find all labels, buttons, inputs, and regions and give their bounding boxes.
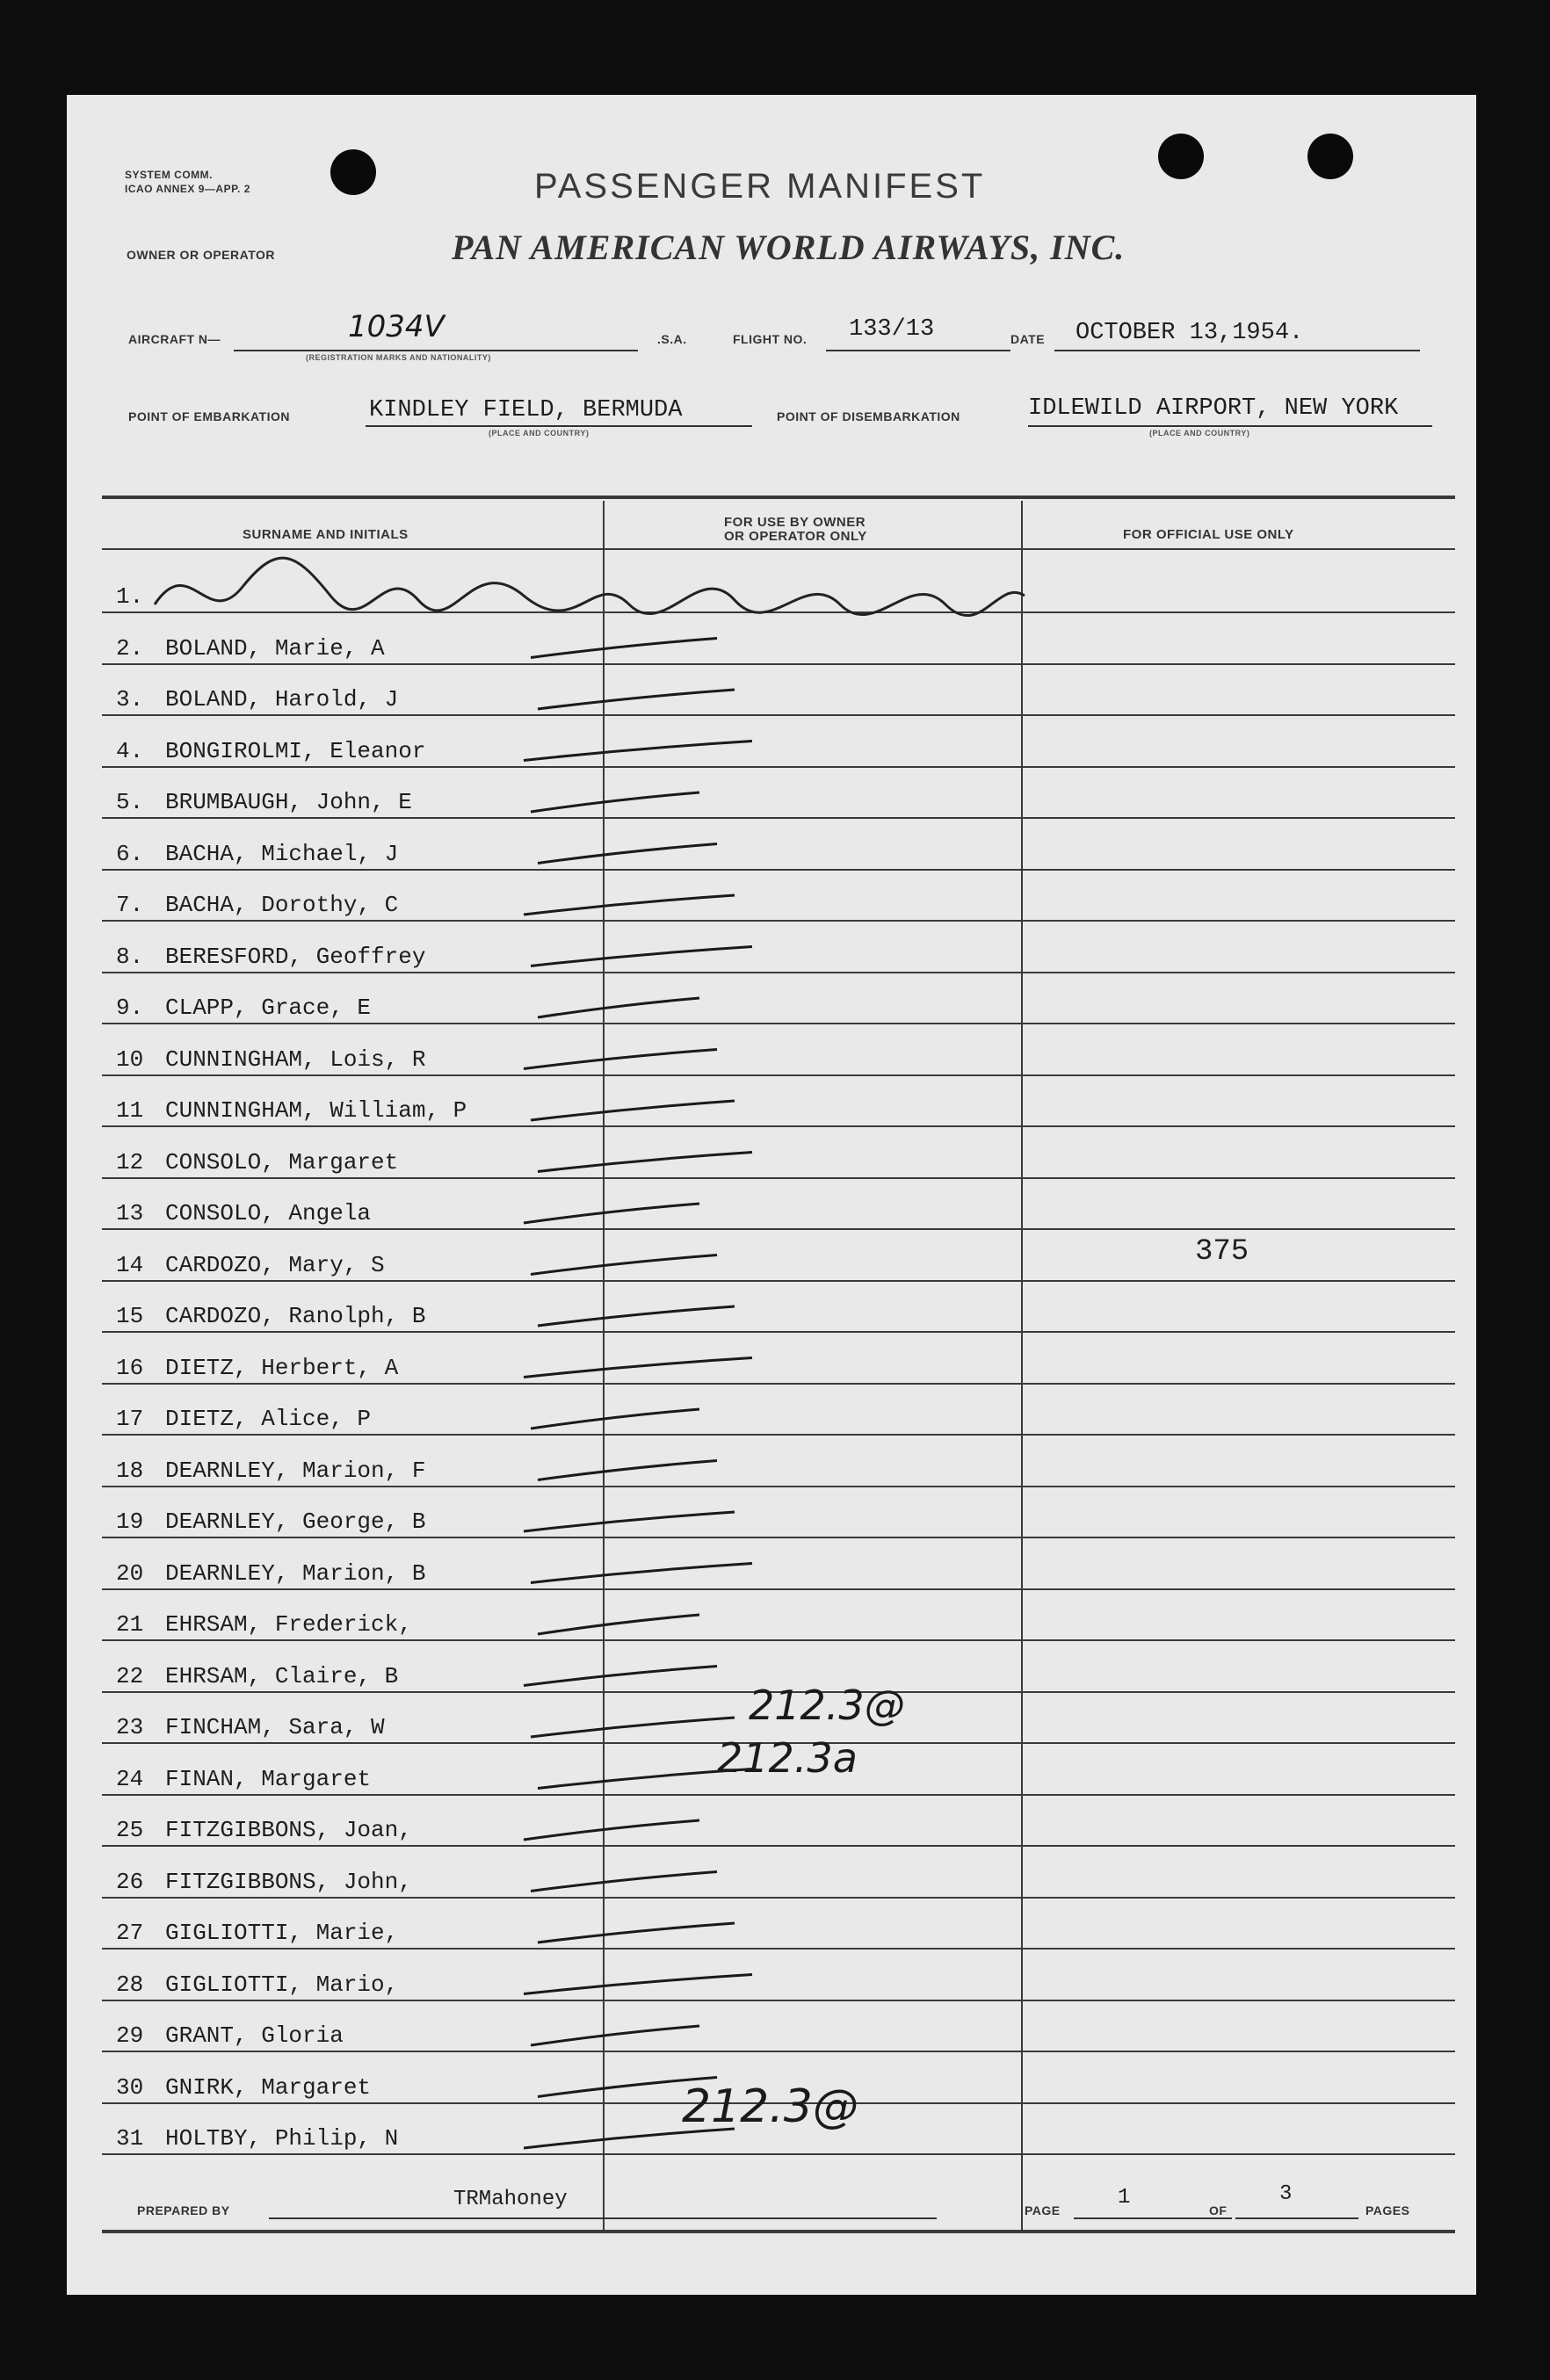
page-value: 1 <box>1118 2186 1131 2210</box>
check-stroke <box>524 1050 717 1069</box>
passenger-number: 10 <box>116 1045 144 1073</box>
ink-marks <box>67 95 1476 2295</box>
disembarkation-sub: (PLACE AND COUNTRY) <box>1149 429 1250 438</box>
check-stroke <box>538 1769 752 1789</box>
check-stroke <box>531 1255 717 1275</box>
check-stroke <box>531 1718 735 1737</box>
passenger-number: 1. <box>116 583 144 610</box>
passenger-name: HOLTBY, Philip, N <box>165 2125 399 2152</box>
passenger-name: DEARNLEY, Marion, F <box>165 1457 426 1484</box>
passenger-number: 25 <box>116 1817 144 1843</box>
passenger-number: 8. <box>116 943 144 970</box>
passenger-name: DEARNLEY, Marion, B <box>165 1559 426 1587</box>
passenger-number: 16 <box>116 1354 144 1381</box>
passenger-number: 14 <box>116 1251 144 1278</box>
passenger-number: 31 <box>116 2125 144 2152</box>
page-title: PASSENGER MANIFEST <box>534 167 986 206</box>
check-stroke <box>531 639 717 658</box>
disembarkation-value: IDLEWILD AIRPORT, NEW YORK <box>1028 395 1399 422</box>
passenger-name: BACHA, Michael, J <box>165 840 399 867</box>
check-stroke <box>524 2129 735 2148</box>
check-stroke <box>538 1461 717 1480</box>
form-reference-2: ICAO ANNEX 9—APP. 2 <box>125 183 250 195</box>
check-stroke <box>531 947 752 966</box>
check-stroke <box>524 1204 699 1223</box>
flight-no-label: FLIGHT NO. <box>733 332 808 346</box>
passenger-name: BACHA, Dorothy, C <box>165 892 399 918</box>
check-stroke <box>524 895 735 915</box>
check-stroke <box>531 1409 699 1429</box>
owner-label: OWNER OR OPERATOR <box>127 248 275 262</box>
handwritten-code-23: 212.3@ <box>749 1682 905 1729</box>
check-stroke <box>538 1153 752 1172</box>
check-stroke <box>531 1872 717 1892</box>
flight-no-value: 133/13 <box>849 316 935 343</box>
surname-column-header: SURNAME AND INITIALS <box>243 527 409 542</box>
passenger-name: CARDOZO, Ranolph, B <box>165 1303 426 1329</box>
date-value: OCTOBER 13,1954. <box>1076 320 1304 346</box>
check-stroke <box>531 792 699 812</box>
of-label: OF <box>1209 2203 1228 2217</box>
passenger-name: DIETZ, Herbert, A <box>165 1354 399 1381</box>
official-column-header: FOR OFFICIAL USE ONLY <box>1123 527 1294 542</box>
passenger-number: 11 <box>116 1097 144 1124</box>
page-label: PAGE <box>1025 2203 1061 2217</box>
check-stroke <box>531 2026 699 2045</box>
aircraft-value: 1034V <box>348 309 445 344</box>
owner-column-header-1: FOR USE BY OWNER <box>724 515 866 530</box>
passenger-name: BONGIROLMI, Eleanor <box>165 737 426 764</box>
aircraft-sub: (REGISTRATION MARKS AND NATIONALITY) <box>306 353 491 362</box>
passenger-name: BOLAND, Marie, A <box>165 634 385 662</box>
passenger-name: DEARNLEY, George, B <box>165 1508 426 1535</box>
pages-label: PAGES <box>1365 2203 1410 2217</box>
passenger-number: 23 <box>116 1714 144 1740</box>
check-stroke <box>524 1358 752 1378</box>
passenger-number: 30 <box>116 2073 144 2101</box>
form-reference-1: SYSTEM COMM. <box>125 169 214 181</box>
passenger-number: 2. <box>116 634 144 662</box>
passenger-number: 13 <box>116 1200 144 1226</box>
embarkation-value: KINDLEY FIELD, BERMUDA <box>369 397 683 423</box>
passenger-number: 9. <box>116 995 144 1021</box>
passenger-name: CUNNINGHAM, William, P <box>165 1097 467 1124</box>
passenger-number: 4. <box>116 737 144 764</box>
date-label: DATE <box>1010 332 1046 346</box>
passenger-number: 19 <box>116 1508 144 1535</box>
check-stroke <box>531 1101 735 1120</box>
strike-squiggle <box>155 558 1025 615</box>
passenger-name: FINAN, Margaret <box>165 1765 372 1792</box>
handwritten-code-31: 212.3@ <box>682 2080 858 2133</box>
passenger-name: FITZGIBBONS, John, <box>165 1868 412 1895</box>
passenger-number: 21 <box>116 1611 144 1638</box>
check-stroke <box>538 998 699 1017</box>
prepared-by-underline <box>269 2217 937 2219</box>
disembarkation-label: POINT OF DISEMBARKATION <box>777 409 960 423</box>
page-underline <box>1074 2217 1232 2219</box>
passenger-number: 27 <box>116 1920 144 1946</box>
passenger-number: 3. <box>116 686 144 713</box>
passenger-number: 7. <box>116 892 144 918</box>
passenger-name: EHRSAM, Frederick, <box>165 1611 412 1638</box>
check-stroke <box>538 844 717 864</box>
passenger-number: 17 <box>116 1406 144 1432</box>
passenger-number: 12 <box>116 1148 144 1176</box>
check-stroke <box>538 2078 717 2097</box>
passenger-number: 20 <box>116 1559 144 1587</box>
manifest-sheet <box>67 95 1476 2295</box>
passenger-name: BOLAND, Harold, J <box>165 686 399 713</box>
check-stroke <box>524 741 752 761</box>
passenger-name: FITZGIBBONS, Joan, <box>165 1817 412 1843</box>
check-stroke <box>538 1923 735 1942</box>
prepared-by-value: TRMahoney <box>453 2188 568 2211</box>
passenger-number: 26 <box>116 1868 144 1895</box>
passenger-number: 18 <box>116 1457 144 1484</box>
passenger-name: DIETZ, Alice, P <box>165 1406 372 1432</box>
check-stroke <box>524 1975 752 1994</box>
country-suffix: .S.A. <box>657 332 687 346</box>
embarkation-label: POINT OF EMBARKATION <box>128 409 290 423</box>
handwritten-code-24: 212.3a <box>717 1734 858 1782</box>
passenger-name: CLAPP, Grace, E <box>165 995 372 1021</box>
check-stroke <box>524 1512 735 1531</box>
passenger-number: 15 <box>116 1303 144 1329</box>
passenger-name: CONSOLO, Margaret <box>165 1148 399 1176</box>
prepared-by-label: PREPARED BY <box>137 2203 230 2217</box>
of-value: 3 <box>1279 2182 1293 2206</box>
passenger-name: GRANT, Gloria <box>165 2022 344 2049</box>
passenger-number: 5. <box>116 789 144 815</box>
check-stroke <box>538 1306 735 1326</box>
passenger-name: FINCHAM, Sara, W <box>165 1714 385 1740</box>
passenger-name: BRUMBAUGH, John, E <box>165 789 412 815</box>
owner-column-header-2: OR OPERATOR ONLY <box>724 529 867 544</box>
passenger-number: 6. <box>116 840 144 867</box>
operator-name: PAN AMERICAN WORLD AIRWAYS, INC. <box>452 228 1126 267</box>
check-stroke <box>538 1615 699 1634</box>
check-stroke <box>531 1564 752 1583</box>
passenger-number: 28 <box>116 1971 144 1998</box>
of-underline <box>1235 2217 1358 2219</box>
passenger-name: GIGLIOTTI, Mario, <box>165 1971 399 1998</box>
passenger-name: CONSOLO, Angela <box>165 1200 372 1226</box>
aircraft-label: AIRCRAFT N— <box>128 332 221 346</box>
passenger-name: CUNNINGHAM, Lois, R <box>165 1045 426 1073</box>
passenger-number: 22 <box>116 1662 144 1689</box>
embarkation-sub: (PLACE AND COUNTRY) <box>489 429 590 438</box>
check-stroke <box>524 1820 699 1840</box>
check-stroke <box>538 690 735 709</box>
passenger-name: EHRSAM, Claire, B <box>165 1662 399 1689</box>
passenger-number: 29 <box>116 2022 144 2049</box>
passenger-name: BERESFORD, Geoffrey <box>165 943 426 970</box>
passenger-name: CARDOZO, Mary, S <box>165 1251 385 1278</box>
official-number: 375 <box>1195 1235 1249 1269</box>
check-stroke <box>524 1667 717 1686</box>
passenger-number: 24 <box>116 1765 144 1792</box>
passenger-name: GIGLIOTTI, Marie, <box>165 1920 399 1946</box>
passenger-name: GNIRK, Margaret <box>165 2073 372 2101</box>
